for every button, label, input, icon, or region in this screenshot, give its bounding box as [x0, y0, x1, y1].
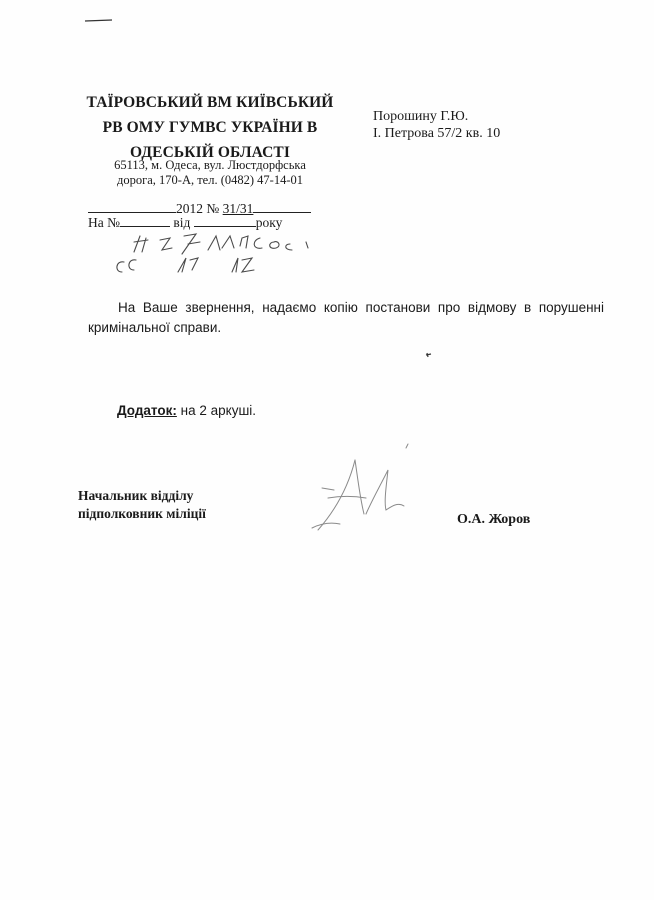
ref-number: 31/31: [222, 201, 254, 216]
scan-mark: [425, 352, 433, 358]
recipient-block: [373, 108, 500, 142]
scan-mark: [84, 18, 114, 24]
signatory-title: [78, 487, 206, 523]
org-line-1: ТАЇРОВСЬКИЙ ВМ КИЇВСЬКИЙ: [86, 94, 334, 111]
signatory-title-line-2: підполковник міліції: [78, 506, 206, 521]
org-line-2: РВ ОМУ ГУМВС УКРАЇНИ В: [102, 119, 318, 136]
attachment-text: на 2 аркуші.: [180, 403, 257, 418]
recipient-address: І. Петрова 57/2 кв. 10: [373, 126, 501, 141]
ref-year: 2012: [176, 201, 203, 216]
date-blank: [88, 199, 176, 213]
signatory-name: О.А. Жоров: [457, 512, 531, 527]
organization-address: [70, 158, 350, 188]
in-reply-number-blank: [120, 213, 170, 227]
number-blank: [253, 199, 311, 213]
handwritten-registration-note: [112, 228, 322, 280]
in-reply-label: На №: [88, 215, 120, 230]
ref-number-label: №: [206, 201, 220, 216]
handwritten-signature: [300, 440, 420, 540]
org-address-line-2: дорога, 170-А, тел. (0482) 47-14-01: [117, 173, 303, 187]
attachment-label: Додаток:: [117, 403, 177, 418]
letter-body: На Ваше звернення, надаємо копію постанови про відмову в порушенні кримінальної справи.: [88, 300, 604, 335]
from-label: від: [173, 215, 191, 230]
org-line-3: ОДЕСЬКІЙ ОБЛАСТІ: [130, 144, 290, 161]
signatory-title-line-1: Начальник відділу: [78, 488, 194, 503]
organization-header: [70, 90, 350, 165]
year-suffix: року: [255, 215, 283, 230]
from-date-blank: [194, 213, 256, 227]
recipient-name: Порошину Г.Ю.: [373, 109, 469, 124]
org-address-line-1: 65113, м. Одеса, вул. Люстдорфська: [114, 158, 306, 172]
attachment-line: [117, 403, 256, 418]
